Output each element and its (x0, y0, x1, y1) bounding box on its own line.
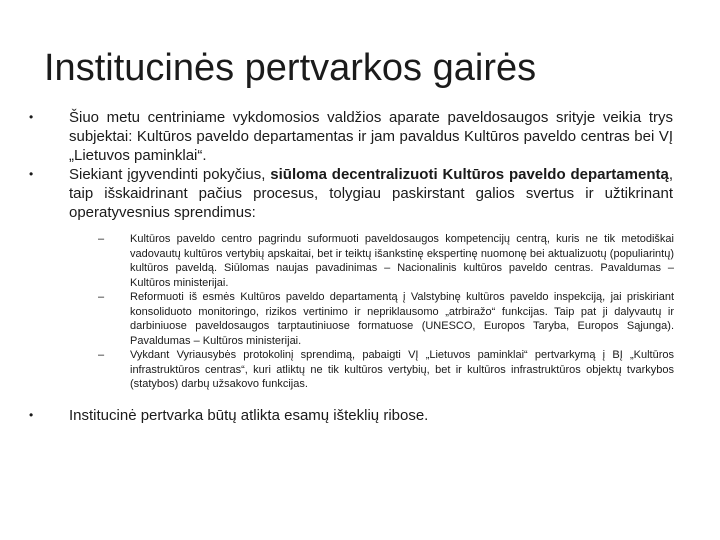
bullet-list (0, 108, 720, 425)
bullet-text-bold: siūloma decentralizuoti Kultūros paveldo departamentą (270, 166, 669, 183)
bullet-marker: • (29, 167, 34, 181)
bullet-item-1 (29, 108, 673, 165)
bullet-item-2 (29, 165, 673, 222)
sub-bullet-item-1 (98, 232, 674, 290)
dash-marker: – (98, 233, 105, 245)
sub-bullet-item-3 (98, 348, 674, 392)
bullet-text-pre: Siekiant įgyvendinti pokyčius, (69, 166, 271, 183)
sub-bullet-text: Vykdant Vyriausybės protokolinį sprendimą, pabaigti VĮ „Lietuvos paminklai“ pertvarkymą į BĮ „Kultūros infrastruktūros centras“, kuri atliktų ne tik kultūros vertybių, bet ir kultūros infrastruktūros objektų tvarkybos (statybos) darbų užsakovo funkcijas. (130, 349, 674, 390)
bullet-text: Institucinė pertvarka būtų atlikta esamų išteklių ribose. (69, 406, 429, 424)
sub-bullet-list (0, 232, 720, 392)
sub-bullet-item-2 (98, 290, 674, 348)
sub-bullet-text: Reformuoti iš esmės Kultūros paveldo departamentą į Valstybinę kultūros paveldo inspekciją, jai priskiriant konsoliduoto monitoringo, rizikos vertinimo ir nepriklausomo „atrbiražo“ funkcijas. Taip pat ji dalyvautų ir darbiniuose paveldosaugos tarptautiniuose formatuose (UNESCO, Europos Taryba, Europos Sąjunga). Pavaldumas – Kultūros ministerijai. (130, 291, 674, 347)
sub-bullet-text: Kultūros paveldo centro pagrindu suformuoti paveldosaugos kompetencijų centrą, kuris ne tik metodiškai vadovautų kultūros vertybių apskaitai, bet ir teiktų išankstinę ekspertinę nuomonę bei aktualizuotų (populiarintų) kultūros paveldą. Siūlomas naujas pavadinimas – Nacionalinis kultūros paveldo centras. Pavaldumas – Kultūros ministerijai. (130, 233, 674, 289)
bullet-item-3 (29, 406, 673, 425)
slide-title: Institucinės pertvarkos gairės (44, 47, 537, 89)
dash-marker: – (98, 291, 105, 303)
bullet-marker: • (29, 110, 34, 124)
bullet-marker: • (29, 407, 34, 422)
dash-marker: – (98, 349, 105, 361)
bullet-text: Šiuo metu centriniame vykdomosios valdžios aparate paveldosaugos srityje veikia trys subjektai: Kultūros paveldo departamentas ir jam pavaldus Kultūros paveldo centras bei VĮ „Lietuvos paminklai“. (69, 109, 673, 164)
bullet-text-post: , taip išskaidrinant pačius procesus, tolygiau paskirstant galios svertus ir užtikrinant operatyvesnius sprendimus: (69, 166, 673, 221)
